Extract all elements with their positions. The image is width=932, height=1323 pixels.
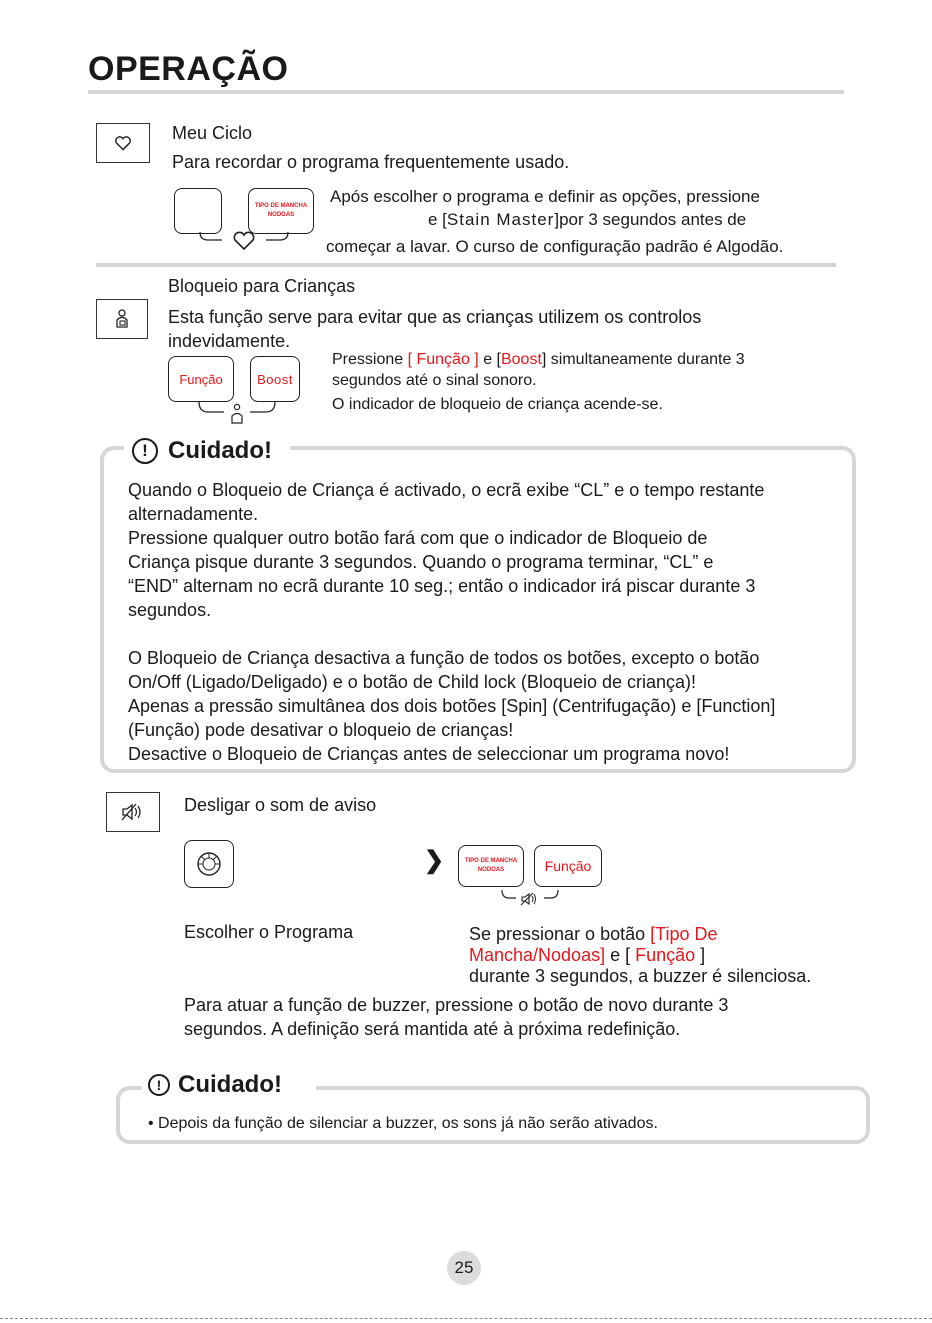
child-lock-bracket-icon — [196, 400, 278, 426]
caution-line: segundos. — [128, 600, 212, 620]
mute-icon-box — [106, 792, 160, 832]
caution-heading — [124, 434, 290, 468]
program-dial-icon — [194, 849, 224, 879]
funcao-button[interactable]: Função — [168, 356, 234, 402]
my-cycle-instruction-1: Após escolher o programa e definir as opções, pressione — [330, 187, 760, 206]
caution-line: “END” alternam no ecrã durante 10 seg.; então o indicador irá piscar durante 3 — [128, 576, 756, 596]
child-lock-instruction-2: segundos até o sinal sonoro. — [332, 372, 537, 389]
caution-body — [128, 478, 850, 766]
program-dial-button[interactable] — [184, 840, 234, 888]
caution-line: (Função) pode desativar o bloqueio de crianças! — [128, 720, 514, 740]
page-title: OPERAÇÃO — [88, 50, 289, 88]
my-cycle-heart-bracket-icon — [198, 230, 290, 252]
boost-button[interactable]: Boost — [250, 356, 300, 402]
my-cycle-icon-box — [96, 123, 150, 163]
stain-master-label-2: NODOAS — [267, 212, 295, 218]
caution-line: Quando o Bloqueio de Criança é activado, o ecrã exibe “CL” e o tempo restante — [128, 480, 765, 500]
caution-line: Apenas a pressão simultânea dos dois botões [Spin] (Centrifugação) e [Function] — [128, 696, 776, 716]
caution-line: On/Off (Ligado/Deligado) e o botão de Child lock (Bloqueio de criança)! — [128, 672, 697, 692]
program-button[interactable] — [174, 188, 222, 234]
my-cycle-instruction-2: e [Stain Master]por 3 segundos antes de — [428, 210, 747, 229]
stain-master-label-1: TIPO DE MANCHA — [254, 203, 308, 209]
my-cycle-description: Para recordar o programa frequentemente usado. — [172, 152, 570, 172]
caution-line: Pressione qualquer outro botão fará com que o indicador de Bloqueio de — [128, 528, 708, 548]
heart-icon — [114, 135, 132, 151]
caution-title: Cuidado! — [168, 437, 272, 464]
buzzer-activate-line-2: segundos. A definição será mantida até à próxima redefinição. — [184, 1019, 681, 1039]
section-divider — [96, 263, 836, 267]
mute-speaker-icon — [121, 802, 145, 822]
child-lock-instruction-3: O indicador de bloqueio de criança acende-se. — [332, 396, 663, 413]
page-bottom-border — [0, 1318, 932, 1319]
child-lock-heading: Bloqueio para Crianças — [168, 276, 356, 296]
child-lock-instruction-1: Pressione [ Função ] e [Boost] simultaneamente durante 3 — [332, 351, 745, 368]
caution-line: Criança pisque durante 3 segundos. Quando o programa terminar, “CL” e — [128, 552, 714, 572]
caution-title-2: Cuidado! — [178, 1071, 282, 1098]
buzzer-heading: Desligar o som de aviso — [184, 795, 377, 815]
my-cycle-heading: Meu Ciclo — [172, 123, 253, 143]
child-lock-description-2: indevidamente. — [168, 331, 291, 351]
child-lock-icon-box — [96, 299, 148, 339]
buzzer-activate-line-1: Para atuar a função de buzzer, pressione o botão de novo durante 3 — [184, 995, 729, 1015]
buzzer-bracket-icon — [500, 888, 560, 912]
caution-line: Desactive o Bloqueio de Crianças antes de seleccionar um programa novo! — [128, 744, 730, 764]
caution-spacer — [128, 622, 850, 646]
page-number: 25 — [447, 1251, 481, 1285]
child-lock-icon — [113, 309, 131, 329]
buzzer-press-instruction: Se pressionar o botão [Tipo De Mancha/Nodoas] e [ Função ] durante 3 segundos, a buzzer é silenciosa. — [469, 924, 812, 986]
caution-line: alternadamente. — [128, 504, 259, 524]
arrow-right-icon: ❯ — [424, 847, 445, 874]
stain-master-button-2[interactable]: TIPO DE MANCHA NODOAS — [458, 845, 524, 887]
stain-master-button[interactable] — [248, 188, 314, 234]
caution-line: O Bloqueio de Criança desactiva a função de todos os botões, excepto o botão — [128, 648, 760, 668]
my-cycle-instruction-3: começar a lavar. O curso de configuração padrão é Algodão. — [326, 237, 784, 256]
child-lock-description-1: Esta função serve para evitar que as crianças utilizem os controlos — [168, 307, 702, 327]
funcao-button-2[interactable]: Função — [534, 845, 602, 887]
caution-heading-2 — [142, 1069, 316, 1101]
caution-2-text: • Depois da função de silenciar a buzzer, os sons já não serão ativados. — [148, 1115, 658, 1132]
warning-icon: ! — [148, 1074, 170, 1096]
warning-icon: ! — [132, 438, 158, 464]
choose-program-label: Escolher o Programa — [184, 922, 354, 942]
title-divider — [88, 90, 844, 94]
